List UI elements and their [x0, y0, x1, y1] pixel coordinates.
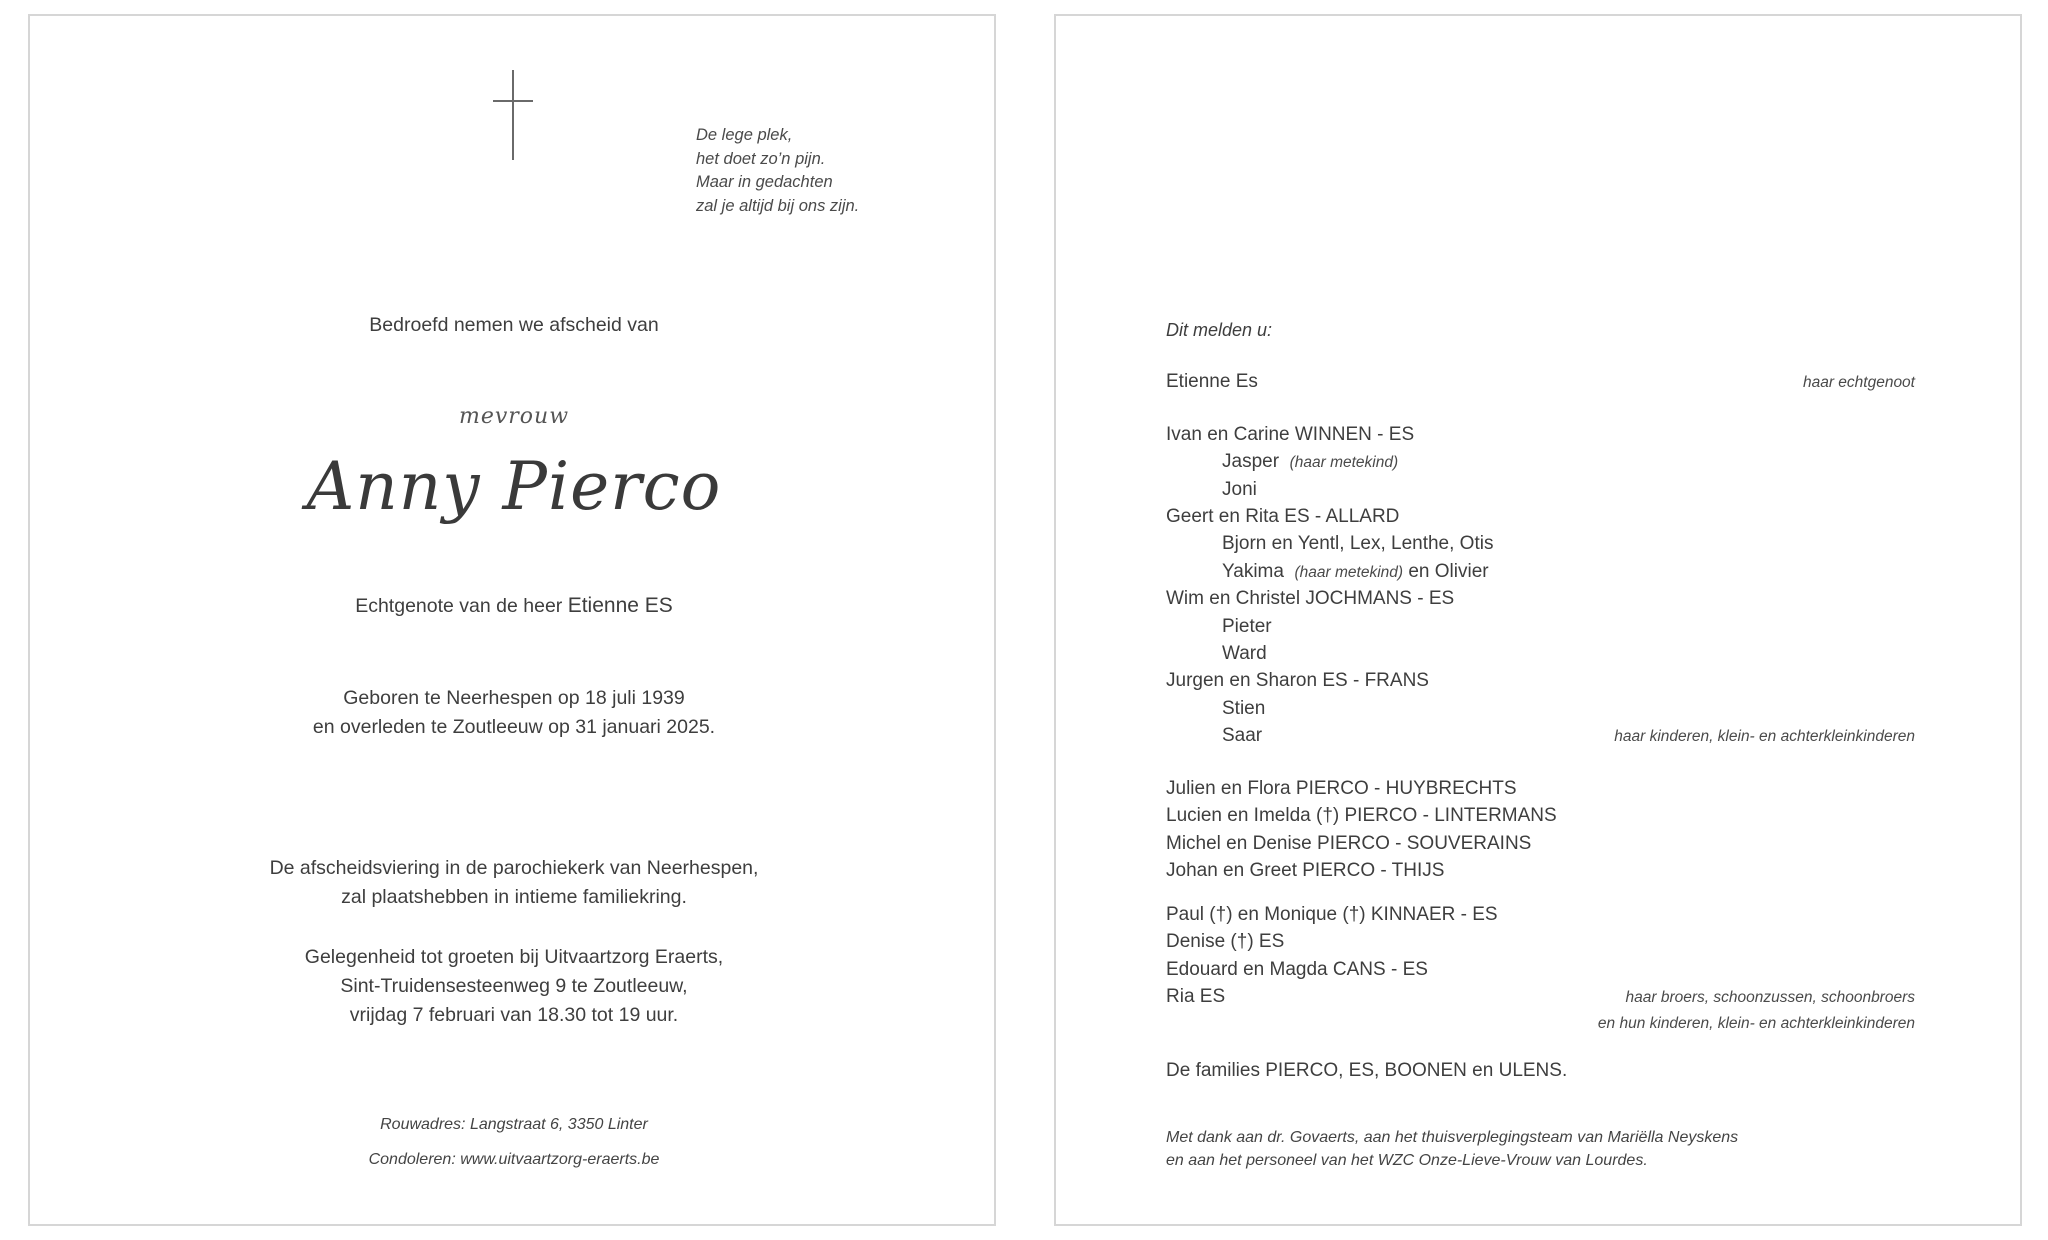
family-line: Saar [1222, 725, 1263, 746]
family-line: Ivan en Carine WINNEN - ES [1166, 424, 1415, 445]
siblings-note: en hun kinderen, klein- en achterkleinkinderen [1597, 1015, 1915, 1032]
family-line: Joni [1222, 479, 1257, 500]
family-line: Denise (†) ES [1166, 931, 1285, 952]
text-line: Gelegenheid tot groeten bij Uitvaartzorg Eraerts, [304, 946, 724, 968]
family-line: Julien en Flora PIERCO - HUYBRECHTS [1166, 778, 1517, 799]
birth-death-info [30, 684, 998, 742]
text-line: zal plaatshebben in intieme familiekring. [341, 886, 687, 908]
family-line: Pieter [1222, 616, 1272, 637]
text-line: De afscheidsviering in de parochiekerk van Neerhespen, [269, 857, 759, 879]
family-line [1222, 451, 1398, 473]
family-name: Jasper [1222, 451, 1280, 472]
family-line [1222, 561, 1489, 583]
ceremony-info [30, 854, 998, 912]
cross-icon [493, 70, 533, 160]
family-name: en Olivier [1408, 561, 1489, 582]
family-line: Paul (†) en Monique (†) KINNAER - ES [1166, 904, 1498, 925]
family-line: Johan en Greet PIERCO - THIJS [1166, 860, 1445, 881]
announcement-heading: Dit melden u: [1166, 320, 1273, 340]
left-page [28, 14, 996, 1226]
thanks-note [1166, 1126, 1738, 1172]
condolences-link: Condoleren: www.uitvaartzorg-eraerts.be [368, 1151, 660, 1168]
family-name: Yakima [1222, 561, 1284, 582]
families-line: De families PIERCO, ES, BOONEN en ULENS. [1166, 1060, 1568, 1081]
godchild-note: (haar metekind) [1294, 564, 1404, 581]
honorific: mevrouw [458, 404, 570, 429]
family-line: Michel en Denise PIERCO - SOUVERAINS [1166, 833, 1532, 854]
deceased-name: Anny Pierco [306, 448, 722, 525]
text-line: Geboren te Neerhespen op 18 juli 1939 [343, 687, 685, 709]
family-line: Wim en Christel JOCHMANS - ES [1166, 588, 1455, 609]
poem [696, 124, 859, 218]
husband-note: haar echtgenoot [1802, 374, 1915, 391]
siblings-note: haar broers, schoonzussen, schoonbroers [1625, 989, 1915, 1006]
text-line: Sint-Truidensesteenweg 9 te Zoutleeuw, [340, 975, 688, 997]
family-line: Lucien en Imelda (†) PIERCO - LINTERMANS [1166, 805, 1557, 826]
intro-text: Bedroefd nemen we afscheid van [369, 314, 659, 336]
family-line: Ria ES [1166, 986, 1226, 1007]
family-line: Bjorn en Yentl, Lex, Lenthe, Otis [1222, 533, 1494, 554]
mourning-address: Rouwadres: Langstraat 6, 3350 Linter [380, 1116, 648, 1133]
text-line: Met dank aan dr. Govaerts, aan het thuisverplegingsteam van Mariëlla Neyskens [1166, 1129, 1739, 1146]
poem-line: Maar in gedachten [696, 173, 833, 191]
text-line: en aan het personeel van het WZC Onze-Lieve-Vrouw van Lourdes. [1166, 1152, 1648, 1169]
text-line: vrijdag 7 februari van 18.30 tot 19 uur. [349, 1004, 679, 1026]
poem-line: het doet zo’n pijn. [696, 149, 826, 168]
spouse-name: Etienne ES [567, 594, 673, 617]
children-note: haar kinderen, klein- en achterkleinkinderen [1614, 728, 1915, 745]
family-line: Ward [1222, 643, 1267, 664]
family-line: Jurgen en Sharon ES - FRANS [1166, 670, 1429, 691]
family-line: Edouard en Magda CANS - ES [1166, 959, 1428, 980]
family-line: Stien [1222, 698, 1266, 719]
visitation-info [30, 943, 998, 1030]
poem-line: De lege plek, [696, 126, 793, 144]
husband-name: Etienne Es [1166, 371, 1258, 392]
text-line: en overleden te Zoutleeuw op 31 januari 2025. [312, 716, 716, 738]
family-line: Geert en Rita ES - ALLARD [1166, 506, 1400, 527]
right-page [1054, 14, 2022, 1226]
spouse-line [30, 594, 998, 618]
spouse-prefix: Echtgenote van de heer [355, 595, 568, 617]
poem-line: zal je altijd bij ons zijn. [696, 196, 860, 215]
godchild-note: (haar metekind) [1289, 454, 1399, 471]
